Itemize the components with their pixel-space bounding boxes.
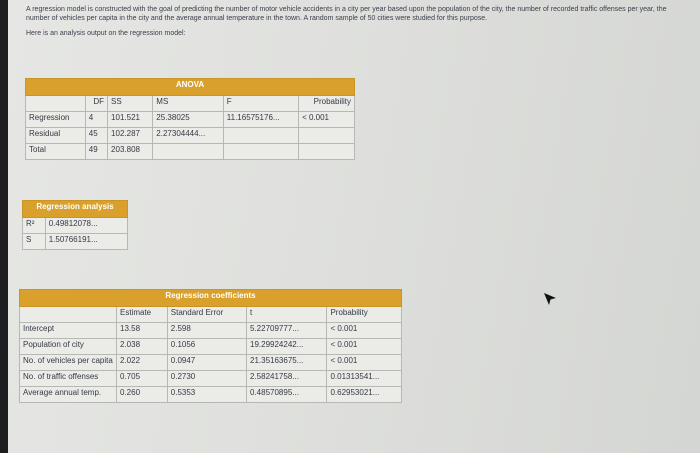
dark-edge: [0, 0, 8, 453]
coef-header-cell: Probability: [327, 307, 402, 323]
anova-cell: Regression: [26, 112, 86, 128]
table-row: [20, 339, 402, 355]
coef-cell: 0.5353: [167, 387, 246, 403]
anova-cell: 102.287: [108, 128, 153, 144]
predictor-name: No. of traffic offenses: [20, 371, 117, 387]
predictor-name: Average annual temp.: [20, 387, 117, 403]
table-row: [20, 371, 402, 387]
coef-cell: 2.022: [117, 355, 168, 371]
coef-cell: 0.62953021...: [327, 387, 402, 403]
anova-header-cell: MS: [153, 96, 223, 112]
problem-description: A regression model is constructed with the goal of predicting the number of motor vehicle accidents in a city per year based upon the population of the city, the number of recorded traffic offenses per year, the number of vehicles per capita in the city and the average annual temperature in the town. A random sample of 50 cities were studied for this purpose.: [26, 6, 667, 22]
statistic-value: 1.50766191...: [45, 234, 127, 250]
table-row: [20, 323, 402, 339]
anova-cell: 49: [85, 144, 107, 160]
anova-header-cell: DF: [85, 96, 107, 112]
anova-cell: [299, 128, 355, 144]
anova-cell: 101.521: [108, 112, 153, 128]
mouse-pointer-icon: [543, 292, 557, 306]
coef-cell: 0.705: [117, 371, 168, 387]
coefficients-title: Regression coefficients: [20, 290, 402, 307]
coef-cell: 0.2730: [167, 371, 246, 387]
coef-cell: 5.22709777...: [247, 323, 327, 339]
table-row: [26, 112, 355, 128]
anova-cell: < 0.001: [299, 112, 355, 128]
table-row: [26, 144, 355, 160]
anova-cell: 25.38025: [153, 112, 223, 128]
coef-cell: 0.0947: [167, 355, 246, 371]
coef-cell: 13.58: [117, 323, 168, 339]
anova-header-cell: Probability: [299, 96, 355, 112]
coef-cell: 0.260: [117, 387, 168, 403]
anova-cell: [299, 144, 355, 160]
regression-analysis-table: [22, 200, 128, 250]
anova-table: [25, 78, 355, 160]
anova-cell: 4: [85, 112, 107, 128]
anova-cell: [153, 144, 223, 160]
coef-header-cell: Standard Error: [167, 307, 246, 323]
statistic-label: S: [23, 234, 46, 250]
anova-cell: Total: [26, 144, 86, 160]
coef-cell: < 0.001: [327, 355, 402, 371]
coefficients-table: [19, 289, 402, 403]
anova-cell: Residual: [26, 128, 86, 144]
coef-cell: 0.1056: [167, 339, 246, 355]
anova-cell: 11.16575176...: [223, 112, 298, 128]
anova-header-cell: F: [223, 96, 298, 112]
coef-cell: 0.01313541...: [327, 371, 402, 387]
problem-text: [26, 5, 686, 38]
table-row: [20, 355, 402, 371]
table-row: [20, 387, 402, 403]
predictor-name: Intercept: [20, 323, 117, 339]
lead-in-text: Here is an analysis output on the regression model:: [26, 30, 186, 37]
coef-cell: 19.29924242...: [247, 339, 327, 355]
coef-cell: 21.35163675...: [247, 355, 327, 371]
anova-cell: [223, 144, 298, 160]
coef-cell: 2.58241758...: [247, 371, 327, 387]
statistic-label: R²: [23, 218, 46, 234]
predictor-name: No. of vehicles per capita: [20, 355, 117, 371]
coef-header-cell: t: [247, 307, 327, 323]
anova-header-cell: SS: [108, 96, 153, 112]
anova-header-cell: [26, 96, 86, 112]
anova-cell: 203.808: [108, 144, 153, 160]
coef-header-cell: Estimate: [117, 307, 168, 323]
coef-cell: 0.48570895...: [247, 387, 327, 403]
coef-cell: < 0.001: [327, 339, 402, 355]
predictor-name: Population of city: [20, 339, 117, 355]
statistic-value: 0.49812078...: [45, 218, 127, 234]
coef-cell: < 0.001: [327, 323, 402, 339]
coef-cell: 2.598: [167, 323, 246, 339]
coefficients-header-row: [20, 307, 402, 323]
anova-header-row: [26, 96, 355, 112]
table-row: [23, 234, 128, 250]
coef-cell: 2.038: [117, 339, 168, 355]
anova-title: ANOVA: [26, 79, 355, 96]
coef-header-cell: [20, 307, 117, 323]
anova-cell: [223, 128, 298, 144]
table-row: [23, 218, 128, 234]
table-row: [26, 128, 355, 144]
regression-analysis-title: Regression analysis: [23, 201, 128, 218]
anova-cell: 2.27304444...: [153, 128, 223, 144]
anova-cell: 45: [85, 128, 107, 144]
